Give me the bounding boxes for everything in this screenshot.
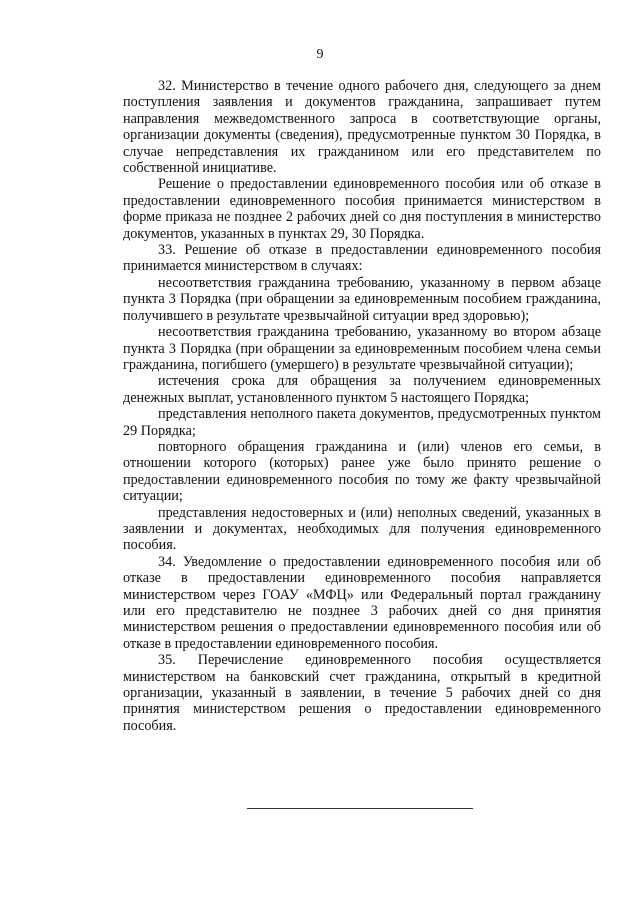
paragraph-32: 32. Министерство в течение одного рабочего дня, следующего за днем поступления заявления и документов гражданина, запрашивает путем направления межведомственного запроса в соответствующие органы, организации документы (сведения), предусмотренные пунктом 30 Порядка, в случае непредставления их гражданином или его представителем по собственной инициативе. [123,78,601,177]
list-item: повторного обращения гражданина и (или) членов его семьи, в отношении которого (которых) ранее уже было принято решение о предоставлении единовременного пособия по тому же факту чрезвычайной ситуации; [123,438,601,505]
paragraph-decision: Решение о предоставлении единовременного пособия или об отказе в предоставлении единовременного пособия принимается министерством в форме приказа не позднее 2 рабочих дней со дня поступления в министерство документов, указанных в пунктах 29, 30 Порядка. [123,176,601,242]
page-number: 9 [316,47,324,62]
paragraph-34: 34. Уведомление о предоставлении единовременного пособия или об отказе в предоставлении единовременного пособия направляется министерством через ГОАУ «МФЦ» или Федеральный портал гражданину или его представителю не позднее 3 рабочих дней со дня принятия министерством решения о предоставлении единовременного пособия или об отказе в предоставлении единовременного пособия. [123,553,601,652]
end-divider [247,808,473,809]
list-item: истечения срока для обращения за получением единовременных денежных выплат, установленного пунктом 5 настоящего Порядка; [123,373,601,406]
list-item: представления недостоверных и (или) неполных сведений, указанных в заявлении и документах, необходимых для получения единовременного пособия. [123,504,601,554]
list-item: несоответствия гражданина требованию, указанному во втором абзаце пункта 3 Порядка (при обращении за единовременным пособием члена семьи гражданина, погибшего (умершего) в результате чрезвычайной ситуации); [123,324,601,373]
list-item: несоответствия гражданина требованию, указанному в первом абзаце пункта 3 Порядка (при обращении за единовременным пособием гражданина, получившего в результате чрезвычайной ситуации вред здоровью); [123,274,601,324]
document-body [123,78,601,734]
paragraph-33: 33. Решение об отказе в предоставлении единовременного пособия принимается министерством в случаях: [123,242,601,275]
paragraph-35: 35. Перечисление единовременного пособия осуществляется министерством на банковский счет гражданина, открытый в кредитной организации, указанный в заявлении, в течение 5 рабочих дней со дня принятия министерством решения о предоставлении единовременного пособия. [123,652,601,734]
list-item: представления неполного пакета документов, предусмотренных пунктом 29 Порядка; [123,406,601,439]
